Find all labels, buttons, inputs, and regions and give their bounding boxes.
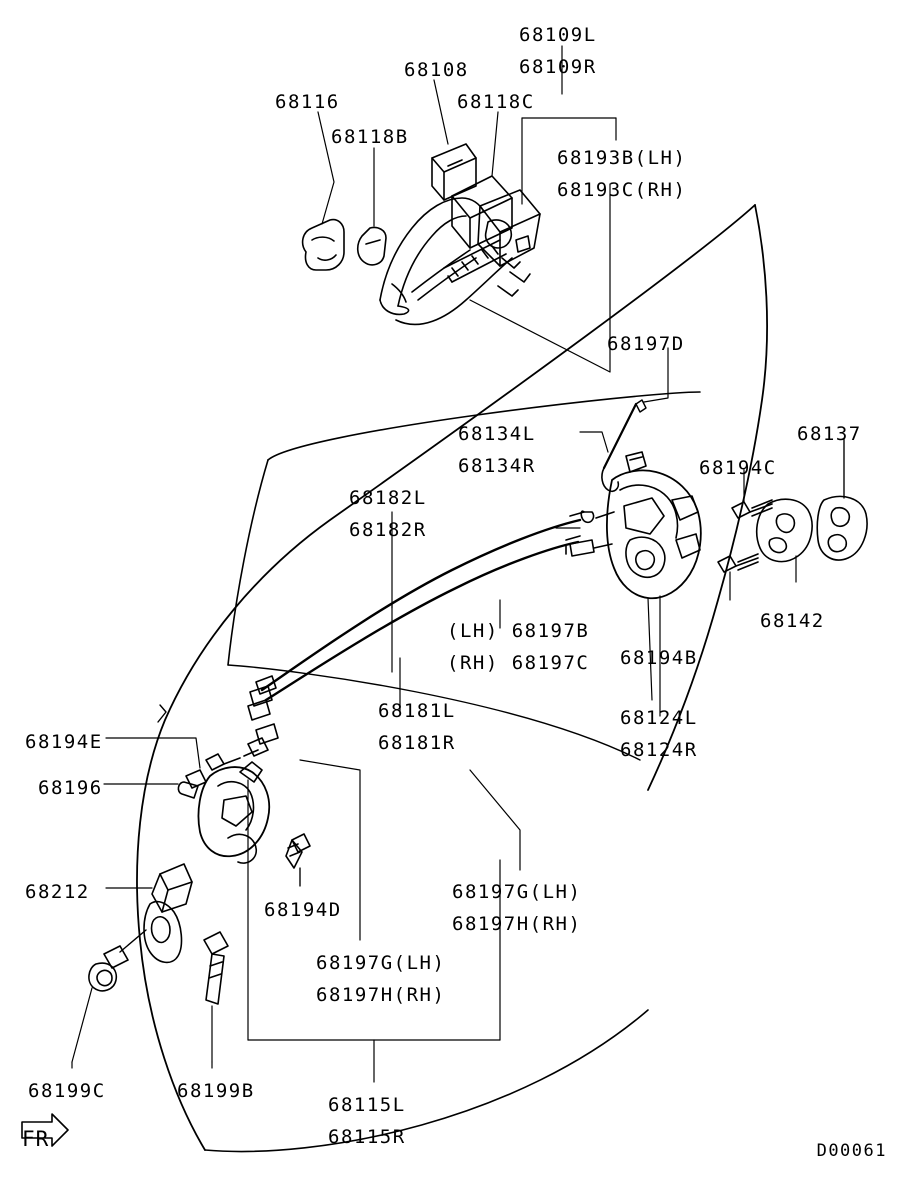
part-label-68134: 68134L [458, 423, 536, 445]
part-label-68115: 68115L [328, 1094, 406, 1116]
part-label-68124: 68124R [620, 739, 698, 761]
part-label-68199b: 68199B [177, 1080, 255, 1102]
part-label-68193: 68193C(RH) [557, 179, 687, 201]
part-label-68197gh2: 68197H(RH) [316, 984, 446, 1006]
part-label-68194b: 68194B [620, 647, 698, 669]
part-label-68197gh2: 68197G(LH) [316, 952, 446, 974]
part-label-68109: 68109L [519, 24, 597, 46]
part-label-68137: 68137 [797, 423, 862, 445]
part-label-68194e: 68194E [25, 731, 103, 753]
part-label-68182: 68182R [349, 519, 427, 541]
part-label-68118b: 68118B [331, 126, 409, 148]
part-label-68196: 68196 [38, 777, 103, 799]
part-label-68194d: 68194D [264, 899, 342, 921]
part-label-68181: 68181R [378, 732, 456, 754]
part-label-68212: 68212 [25, 881, 90, 903]
part-label-68182: 68182L [349, 487, 427, 509]
part-label-68193: 68193B(LH) [557, 147, 687, 169]
part-label-68197bc: (RH) 68197C [447, 652, 590, 674]
part-label-68181: 68181L [378, 700, 456, 722]
part-label-68134: 68134R [458, 455, 536, 477]
part-label-68197bc: (LH) 68197B [447, 620, 590, 642]
diagram-code: D00061 [816, 1141, 887, 1161]
part-label-68116: 68116 [275, 91, 340, 113]
part-label-68197d: 68197D [607, 333, 685, 355]
front-direction-marker: FR [22, 1127, 50, 1151]
part-label-68142: 68142 [760, 610, 825, 632]
part-label-68124: 68124L [620, 707, 698, 729]
part-label-68118c: 68118C [457, 91, 535, 113]
part-label-68109: 68109R [519, 56, 597, 78]
part-label-68199c: 68199C [28, 1080, 106, 1102]
part-label-68194c: 68194C [699, 457, 777, 479]
part-label-68115: 68115R [328, 1126, 406, 1148]
part-label-68197gh1: 68197G(LH) [452, 881, 582, 903]
part-label-68108: 68108 [404, 59, 469, 81]
part-label-68197gh1: 68197H(RH) [452, 913, 582, 935]
